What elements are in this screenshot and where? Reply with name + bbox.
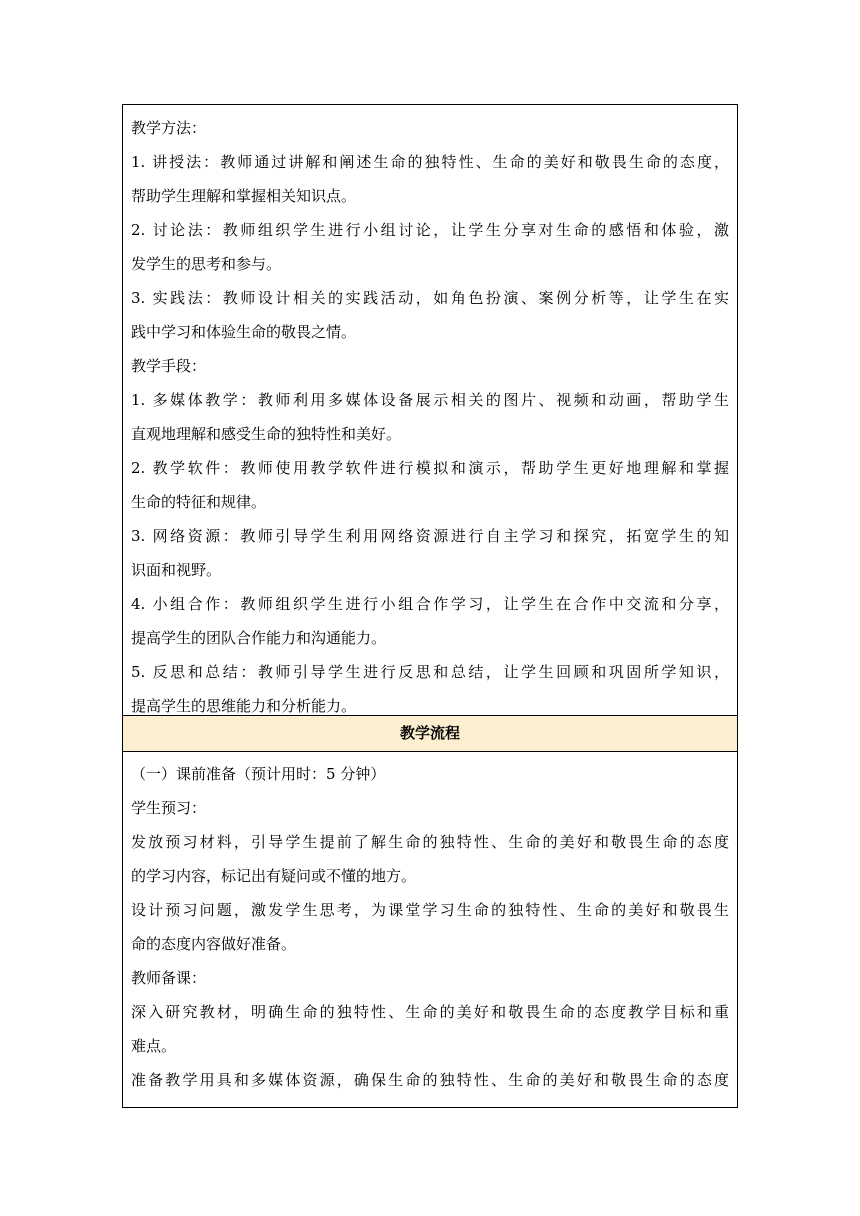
text-line: （一）课前准备（预计用时：5 分钟）	[131, 765, 386, 783]
text-line: 2. 教学软件：教师使用教学软件进行模拟和演示，帮助学生更好地理解和掌握	[131, 459, 729, 477]
text-line: 深入研究教材，明确生命的独特性、生命的美好和敬畏生命的态度教学目标和重	[131, 1003, 729, 1021]
teaching-process-cell	[123, 752, 737, 1107]
text-line: 命的态度内容做好准备。	[131, 935, 297, 953]
lesson-plan-table	[122, 104, 738, 1108]
text-line: 提高学生的团队合作能力和沟通能力。	[131, 629, 387, 647]
text-line: 教学方法：	[131, 119, 207, 137]
text-line: 的学习内容，标记出有疑问或不懂的地方。	[131, 867, 417, 885]
text-line: 生命的特征和规律。	[131, 493, 267, 511]
section-header-teaching-process: 教学流程	[123, 715, 737, 752]
text-line: 难点。	[131, 1037, 177, 1055]
text-line: 发放预习材料，引导学生提前了解生命的独特性、生命的美好和敬畏生命的态度	[131, 833, 729, 851]
text-line: 识面和视野。	[131, 561, 222, 579]
text-line: 设计预习问题，激发学生思考，为课堂学习生命的独特性、生命的美好和敬畏生	[131, 901, 729, 919]
text-line: 教学手段：	[131, 357, 207, 375]
text-line: 教师备课：	[131, 969, 207, 987]
text-line: 践中学习和体验生命的敬畏之情。	[131, 323, 357, 341]
text-line: 帮助学生理解和掌握相关知识点。	[131, 187, 357, 205]
teaching-methods-cell	[123, 105, 737, 715]
text-line: 5. 反思和总结：教师引导学生进行反思和总结，让学生回顾和巩固所学知识，	[131, 663, 729, 681]
text-line: 3. 实践法：教师设计相关的实践活动，如角色扮演、案例分析等，让学生在实	[131, 289, 729, 307]
text-line: 学生预习：	[131, 799, 207, 817]
text-line: 直观地理解和感受生命的独特性和美好。	[131, 425, 402, 443]
text-line: 3. 网络资源：教师引导学生利用网络资源进行自主学习和探究，拓宽学生的知	[131, 527, 729, 545]
text-line: 发学生的思考和参与。	[131, 255, 282, 273]
text-line: 2. 讨论法：教师组织学生进行小组讨论，让学生分享对生命的感悟和体验，激	[131, 221, 729, 239]
text-line: 4. 小组合作：教师组织学生进行小组合作学习，让学生在合作中交流和分享，	[131, 595, 729, 613]
text-line: 提高学生的思维能力和分析能力。	[131, 697, 357, 715]
text-line: 1. 讲授法：教师通过讲解和阐述生命的独特性、生命的美好和敬畏生命的态度，	[131, 153, 729, 171]
text-line: 准备教学用具和多媒体资源，确保生命的独特性、生命的美好和敬畏生命的态度	[131, 1071, 729, 1089]
text-line: 1. 多媒体教学：教师利用多媒体设备展示相关的图片、视频和动画，帮助学生	[131, 391, 729, 409]
